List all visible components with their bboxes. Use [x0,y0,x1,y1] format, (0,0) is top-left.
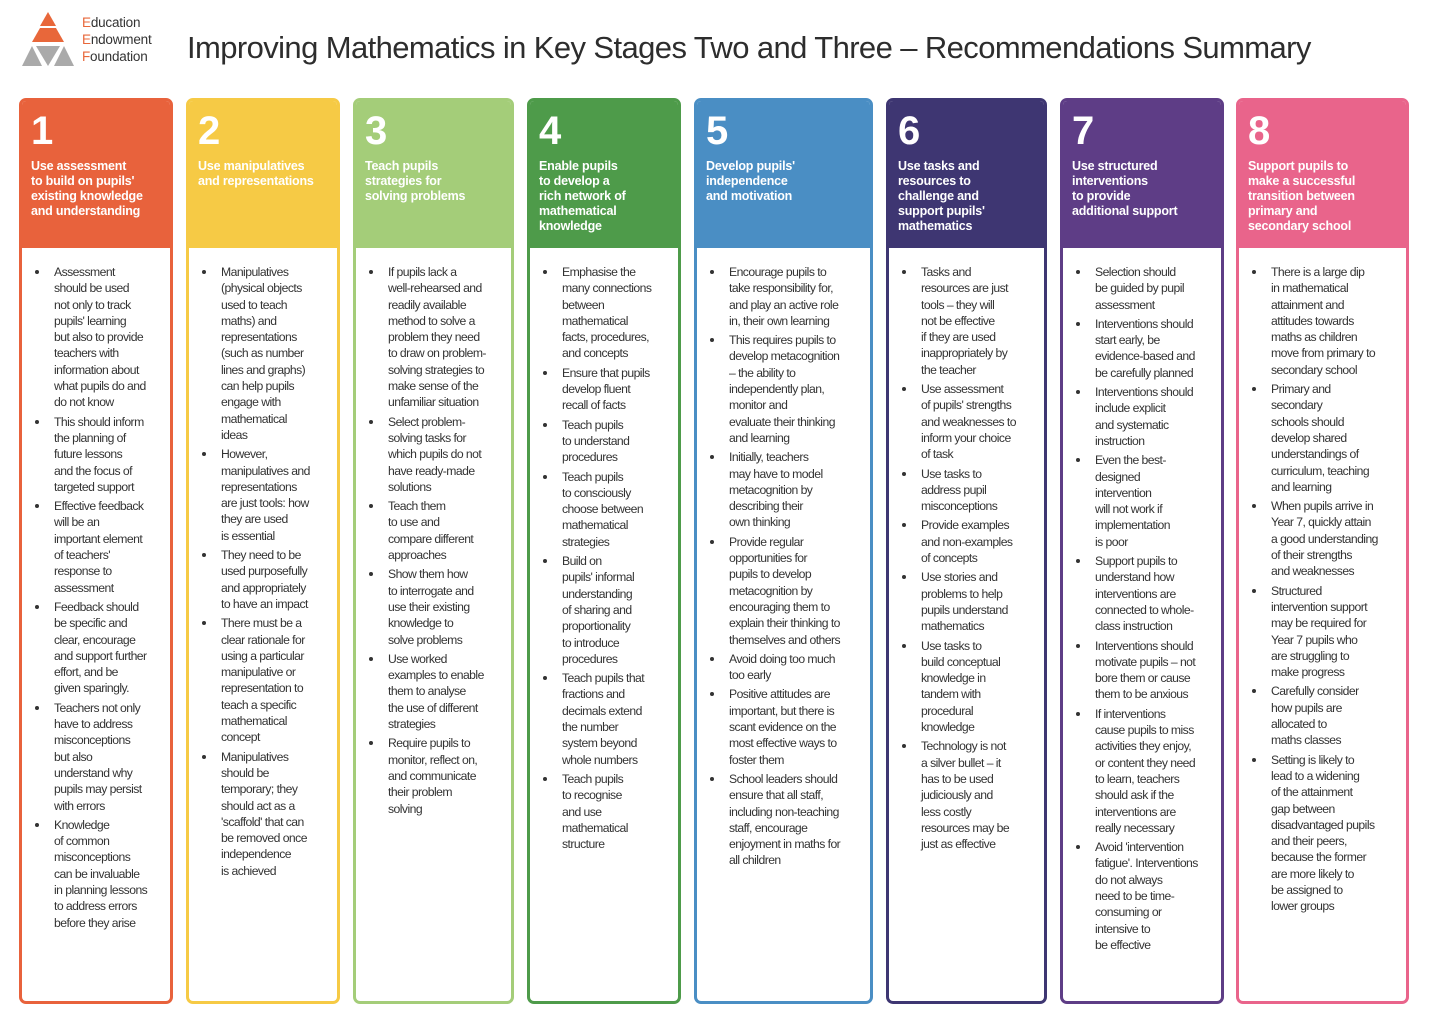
recommendation-bullet: Encourage pupils to take responsibility for, and play an active role in, their own learning [705,264,864,329]
recommendation-bullet: Build on pupils' informal understanding of sharing and proportionality to introduce procedures [538,553,672,667]
recommendation-bullet-list [197,264,331,879]
recommendation-title: Use assessment to build on pupils' existing knowledge and understanding [31,159,143,218]
recommendation-title: Use manipulatives and representations [198,159,314,188]
eef-logo-icon [20,10,76,68]
recommendation-bullet: Use assessment of pupils' strengths and weaknesses to inform your choice of task [897,381,1038,462]
recommendation-number: 8 [1248,109,1271,153]
recommendation-title: Use structured interventions to provide additional support [1072,159,1178,218]
recommendation-number: 5 [706,109,729,153]
recommendation-bullet: Primary and secondary schools should develop shared understandings of curriculum, teaching and learning [1247,381,1400,495]
recommendation-bullet-list [538,264,672,852]
recommendation-bullet: Teach pupils to recognise and use mathematical structure [538,771,672,852]
recommendation-bullet: Setting is likely to lead to a widening of the attainment gap between disadvantaged pupils and their peers, because the former are more likely to be assigned to lower groups [1247,752,1400,915]
recommendation-column-6 [886,98,1047,1004]
recommendation-bullet: They need to be used purposefully and appropriately to have an impact [197,547,331,612]
recommendation-bullet: Avoid doing too much too early [705,651,864,684]
recommendation-bullet-list [1071,264,1215,953]
recommendation-bullet: If interventions cause pupils to miss activities they enjoy, or content they need to learn, teachers should ask if the interventions are really necessary [1071,706,1215,836]
recommendation-bullet: Tasks and resources are just tools – they will not be effective if they are used inappropriately by the teacher [897,264,1038,378]
recommendation-title: Teach pupils strategies for solving problems [365,159,466,203]
eef-logo [18,8,178,78]
recommendation-number: 2 [198,109,221,153]
recommendation-bullet: Support pupils to understand how interventions are connected to whole- class instruction [1071,553,1215,634]
recommendation-bullet: Provide regular opportunities for pupils to develop metacognition by encouraging them to explain their thinking to themselves and others [705,534,864,648]
recommendation-title: Develop pupils' independence and motivation [706,159,795,203]
recommendation-column-8 [1236,98,1409,1004]
recommendation-title: Use tasks and resources to challenge and support pupils' mathematics [898,159,985,233]
recommendation-bullet: Initially, teachers may have to model metacognition by describing their own thinking [705,449,864,530]
recommendation-bullet: Manipulatives should be temporary; they should act as a 'scaffold' that can be removed once independence is achieved [197,749,331,879]
recommendation-bullet: If pupils lack a well-rehearsed and readily available method to solve a problem they need to draw on problem- solving strategies to make sense of the unfamiliar situation [364,264,505,411]
recommendation-bullet: Use tasks to build conceptual knowledge in tandem with procedural knowledge [897,638,1038,736]
recommendation-bullet: Assessment should be used not only to track pupils' learning but also to provide teachers with information about what pupils do and do not know [30,264,164,411]
recommendation-bullet: Carefully consider how pupils are allocated to maths classes [1247,683,1400,748]
recommendation-bullet: When pupils arrive in Year 7, quickly attain a good understanding of their strengths and weaknesses [1247,498,1400,579]
recommendation-bullet: Use stories and problems to help pupils understand mathematics [897,569,1038,634]
recommendation-body [356,248,511,817]
recommendation-header [1063,101,1221,248]
recommendation-bullet: Teach pupils to consciously choose between mathematical strategies [538,469,672,550]
recommendation-column-4 [527,98,681,1004]
recommendation-body [697,248,870,869]
recommendation-bullet: Manipulatives (physical objects used to teach maths) and representations (such as number lines and graphs) can help pupils engage with mathematical ideas [197,264,331,443]
recommendation-number: 1 [31,109,54,153]
recommendation-bullet-list [1247,264,1400,915]
recommendation-bullet-list [897,264,1038,852]
recommendation-bullet: Provide examples and non-examples of concepts [897,517,1038,566]
recommendation-bullet: This should inform the planning of future lessons and the focus of targeted support [30,414,164,495]
recommendation-header [356,101,511,248]
recommendation-bullet: Interventions should include explicit and systematic instruction [1071,384,1215,449]
recommendation-header [530,101,678,248]
recommendation-bullet: This requires pupils to develop metacognition – the ability to independently plan, monitor and evaluate their thinking and learning [705,332,864,446]
recommendation-header [22,101,170,248]
recommendation-title: Enable pupils to develop a rich network of mathematical knowledge [539,159,626,233]
recommendation-number: 4 [539,109,562,153]
recommendation-body [889,248,1044,852]
recommendation-header [189,101,337,248]
logo-wordmark: Education Endowment Foundation [82,15,152,64]
recommendation-number: 6 [898,109,921,153]
recommendation-bullet: Avoid 'intervention fatigue'. Interventions do not always need to be time- consuming or intensive to be effective [1071,839,1215,953]
recommendation-bullet-list [30,264,164,931]
recommendation-number: 7 [1072,109,1095,153]
recommendation-bullet: Knowledge of common misconceptions can be invaluable in planning lessons to address errors before they arise [30,817,164,931]
recommendation-body [530,248,678,852]
recommendation-body [189,248,337,879]
recommendation-bullet: Teach them to use and compare different approaches [364,498,505,563]
recommendation-bullet: Show them how to interrogate and use their existing knowledge to solve problems [364,566,505,647]
recommendation-header [889,101,1044,248]
recommendation-bullet-list [705,264,864,869]
recommendation-bullet: Effective feedback will be an important element of teachers' response to assessment [30,498,164,596]
recommendation-bullet: Teach pupils that fractions and decimals extend the number system beyond whole numbers [538,670,672,768]
recommendation-bullet: However, manipulatives and representations are just tools: how they are used is essential [197,446,331,544]
recommendation-column-7 [1060,98,1224,1004]
recommendation-bullet: School leaders should ensure that all staff, including non-teaching staff, encourage enjoyment in maths for all children [705,771,864,869]
recommendation-bullet: Use worked examples to enable them to analyse the use of different strategies [364,651,505,732]
recommendation-bullet: Structured intervention support may be required for Year 7 pupils who are struggling to make progress [1247,583,1400,681]
recommendation-number: 3 [365,109,388,153]
recommendation-title: Support pupils to make a successful transition between primary and secondary school [1248,159,1356,233]
recommendation-column-3 [353,98,514,1004]
recommendation-bullet: Selection should be guided by pupil assessment [1071,264,1215,313]
recommendation-bullet: Feedback should be specific and clear, encourage and support further effort, and be given sparingly. [30,599,164,697]
recommendation-bullet: Interventions should motivate pupils – not bore them or cause them to be anxious [1071,638,1215,703]
recommendation-bullet: Even the best- designed intervention will not work if implementation is poor [1071,452,1215,550]
recommendation-bullet: Ensure that pupils develop fluent recall of facts [538,365,672,414]
recommendation-body [1239,248,1406,915]
recommendation-column-2 [186,98,340,1004]
recommendation-bullet: Emphasise the many connections between mathematical facts, procedures, and concepts [538,264,672,362]
recommendation-bullet: Require pupils to monitor, reflect on, and communicate their problem solving [364,735,505,816]
recommendation-bullet: Positive attitudes are important, but there is scant evidence on the most effective ways to foster them [705,686,864,767]
recommendation-bullet: There is a large dip in mathematical attainment and attitudes towards maths as children move from primary to secondary school [1247,264,1400,378]
recommendation-header [1239,101,1406,248]
page-title: Improving Mathematics in Key Stages Two and Three – Recommendations Summary [187,30,1311,65]
recommendation-column-1 [19,98,173,1004]
recommendation-bullet: Technology is not a silver bullet – it has to be used judiciously and less costly resources may be just as effective [897,738,1038,852]
recommendation-bullet: Select problem- solving tasks for which pupils do not have ready-made solutions [364,414,505,495]
recommendation-bullet: Interventions should start early, be evidence-based and be carefully planned [1071,316,1215,381]
recommendation-body [1063,248,1221,953]
recommendation-bullet-list [364,264,505,817]
recommendation-header [697,101,870,248]
recommendation-bullet: Teach pupils to understand procedures [538,417,672,466]
recommendation-bullet: There must be a clear rationale for using a particular manipulative or representation to teach a specific mathematical concept [197,615,331,745]
recommendation-body [22,248,170,931]
recommendation-bullet: Use tasks to address pupil misconceptions [897,466,1038,515]
recommendation-column-5 [694,98,873,1004]
recommendation-bullet: Teachers not only have to address misconceptions but also understand why pupils may persist with errors [30,700,164,814]
